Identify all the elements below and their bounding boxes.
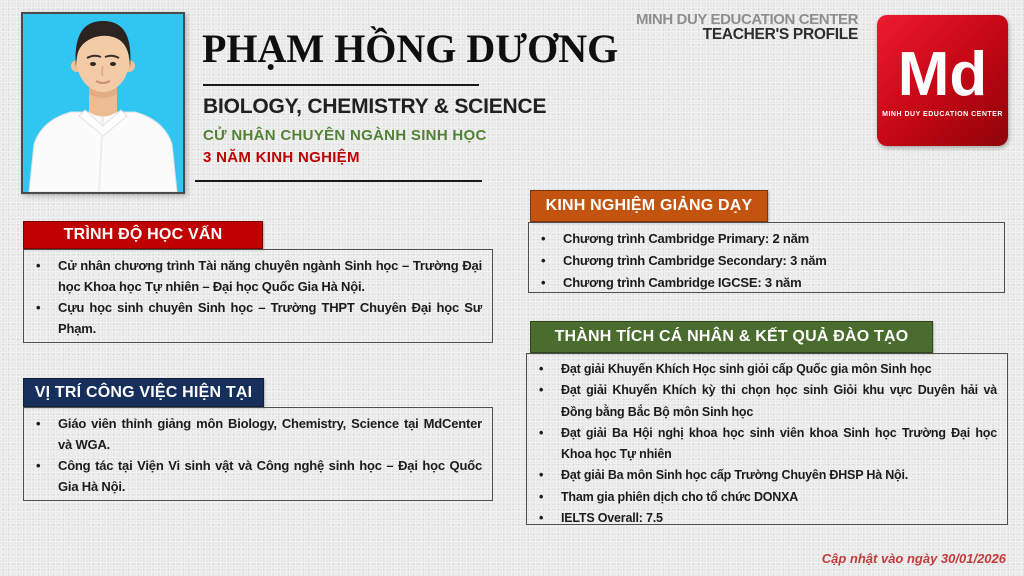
md-logo-text: Md	[897, 40, 988, 109]
bullet-item: • Công tác tại Viện Vi sinh vật và Công nghệ sinh học – Đại học Quốc Gia Hà Nội.	[24, 455, 482, 497]
education-list	[24, 250, 492, 339]
bullet-item: • Cựu học sinh chuyên Sinh học – Trường THPT Chuyên Đại học Sư Phạm.	[24, 297, 482, 339]
name-underline	[203, 84, 479, 86]
section-education-header: TRÌNH ĐỘ HỌC VẤN	[23, 221, 263, 249]
section-achievements-body	[526, 353, 1008, 525]
teacher-photo	[21, 12, 185, 194]
bullet-item: • Chương trình Cambridge Secondary: 3 năm	[529, 250, 994, 272]
md-logo	[877, 15, 1008, 146]
brand-block	[600, 12, 858, 42]
bullet-item: • Đạt giải Ba môn Sinh học cấp Trường Chuyên ĐHSP Hà Nội.	[527, 465, 997, 486]
bullet-item: • Chương trình Cambridge Primary: 2 năm	[529, 228, 994, 250]
teaching-experience-list	[529, 223, 1004, 294]
bullet-item: • Chương trình Cambridge IGCSE: 3 năm	[529, 272, 994, 294]
bullet-item: • Cử nhân chương trình Tài năng chuyên ngành Sinh học – Trường Đại học Khoa học Tự nhiên – Đại học Quốc Gia Hà Nội.	[24, 255, 482, 297]
intro-divider	[195, 180, 482, 182]
achievements-list	[527, 354, 1007, 529]
section-education-body	[23, 249, 493, 343]
degree-line: CỬ NHÂN CHUYÊN NGÀNH SINH HỌC	[203, 127, 487, 144]
md-logo-tagline: MINH DUY EDUCATION CENTER	[882, 111, 1003, 118]
teacher-name: PHẠM HỒNG DƯƠNG	[202, 26, 619, 71]
bullet-item: • IELTS Overall: 7.5	[527, 508, 997, 529]
current-position-list	[24, 408, 492, 497]
bullet-item: • Đạt giải Khuyến Khích kỳ thi chọn học sinh Giỏi khu vực Duyên hải và Đồng bằng Bắc Bộ môn Sinh học	[527, 380, 997, 423]
update-date: Cập nhật vào ngày 30/01/2026	[821, 551, 1006, 566]
section-current-position-header: VỊ TRÍ CÔNG VIỆC HIỆN TẠI	[23, 378, 264, 407]
bullet-item: • Tham gia phiên dịch cho tổ chức DONXA	[527, 487, 997, 508]
bullet-item: • Đạt giải Khuyến Khích Học sinh giỏi cấp Quốc gia môn Sinh học	[527, 359, 997, 380]
portrait-illustration	[23, 14, 183, 192]
bullet-item: • Giáo viên thỉnh giảng môn Biology, Chemistry, Science tại MdCenter và WGA.	[24, 413, 482, 455]
bullet-item: • Đạt giải Ba Hội nghị khoa học sinh viên khoa Sinh học Trường Đại học Khoa học Tự nhiên	[527, 423, 997, 466]
brand-profile-label: TEACHER'S PROFILE	[702, 26, 858, 43]
subjects-line: BIOLOGY, CHEMISTRY & SCIENCE	[203, 95, 547, 118]
experience-line: 3 NĂM KINH NGHIỆM	[203, 149, 360, 166]
section-teaching-experience-body	[528, 222, 1005, 293]
section-achievements-header: THÀNH TÍCH CÁ NHÂN & KẾT QUẢ ĐÀO TẠO	[530, 321, 933, 353]
brand-center-name: MINH DUY EDUCATION CENTER	[636, 11, 858, 28]
section-current-position-body	[23, 407, 493, 501]
section-teaching-experience-header: KINH NGHIỆM GIẢNG DẠY	[530, 190, 768, 222]
